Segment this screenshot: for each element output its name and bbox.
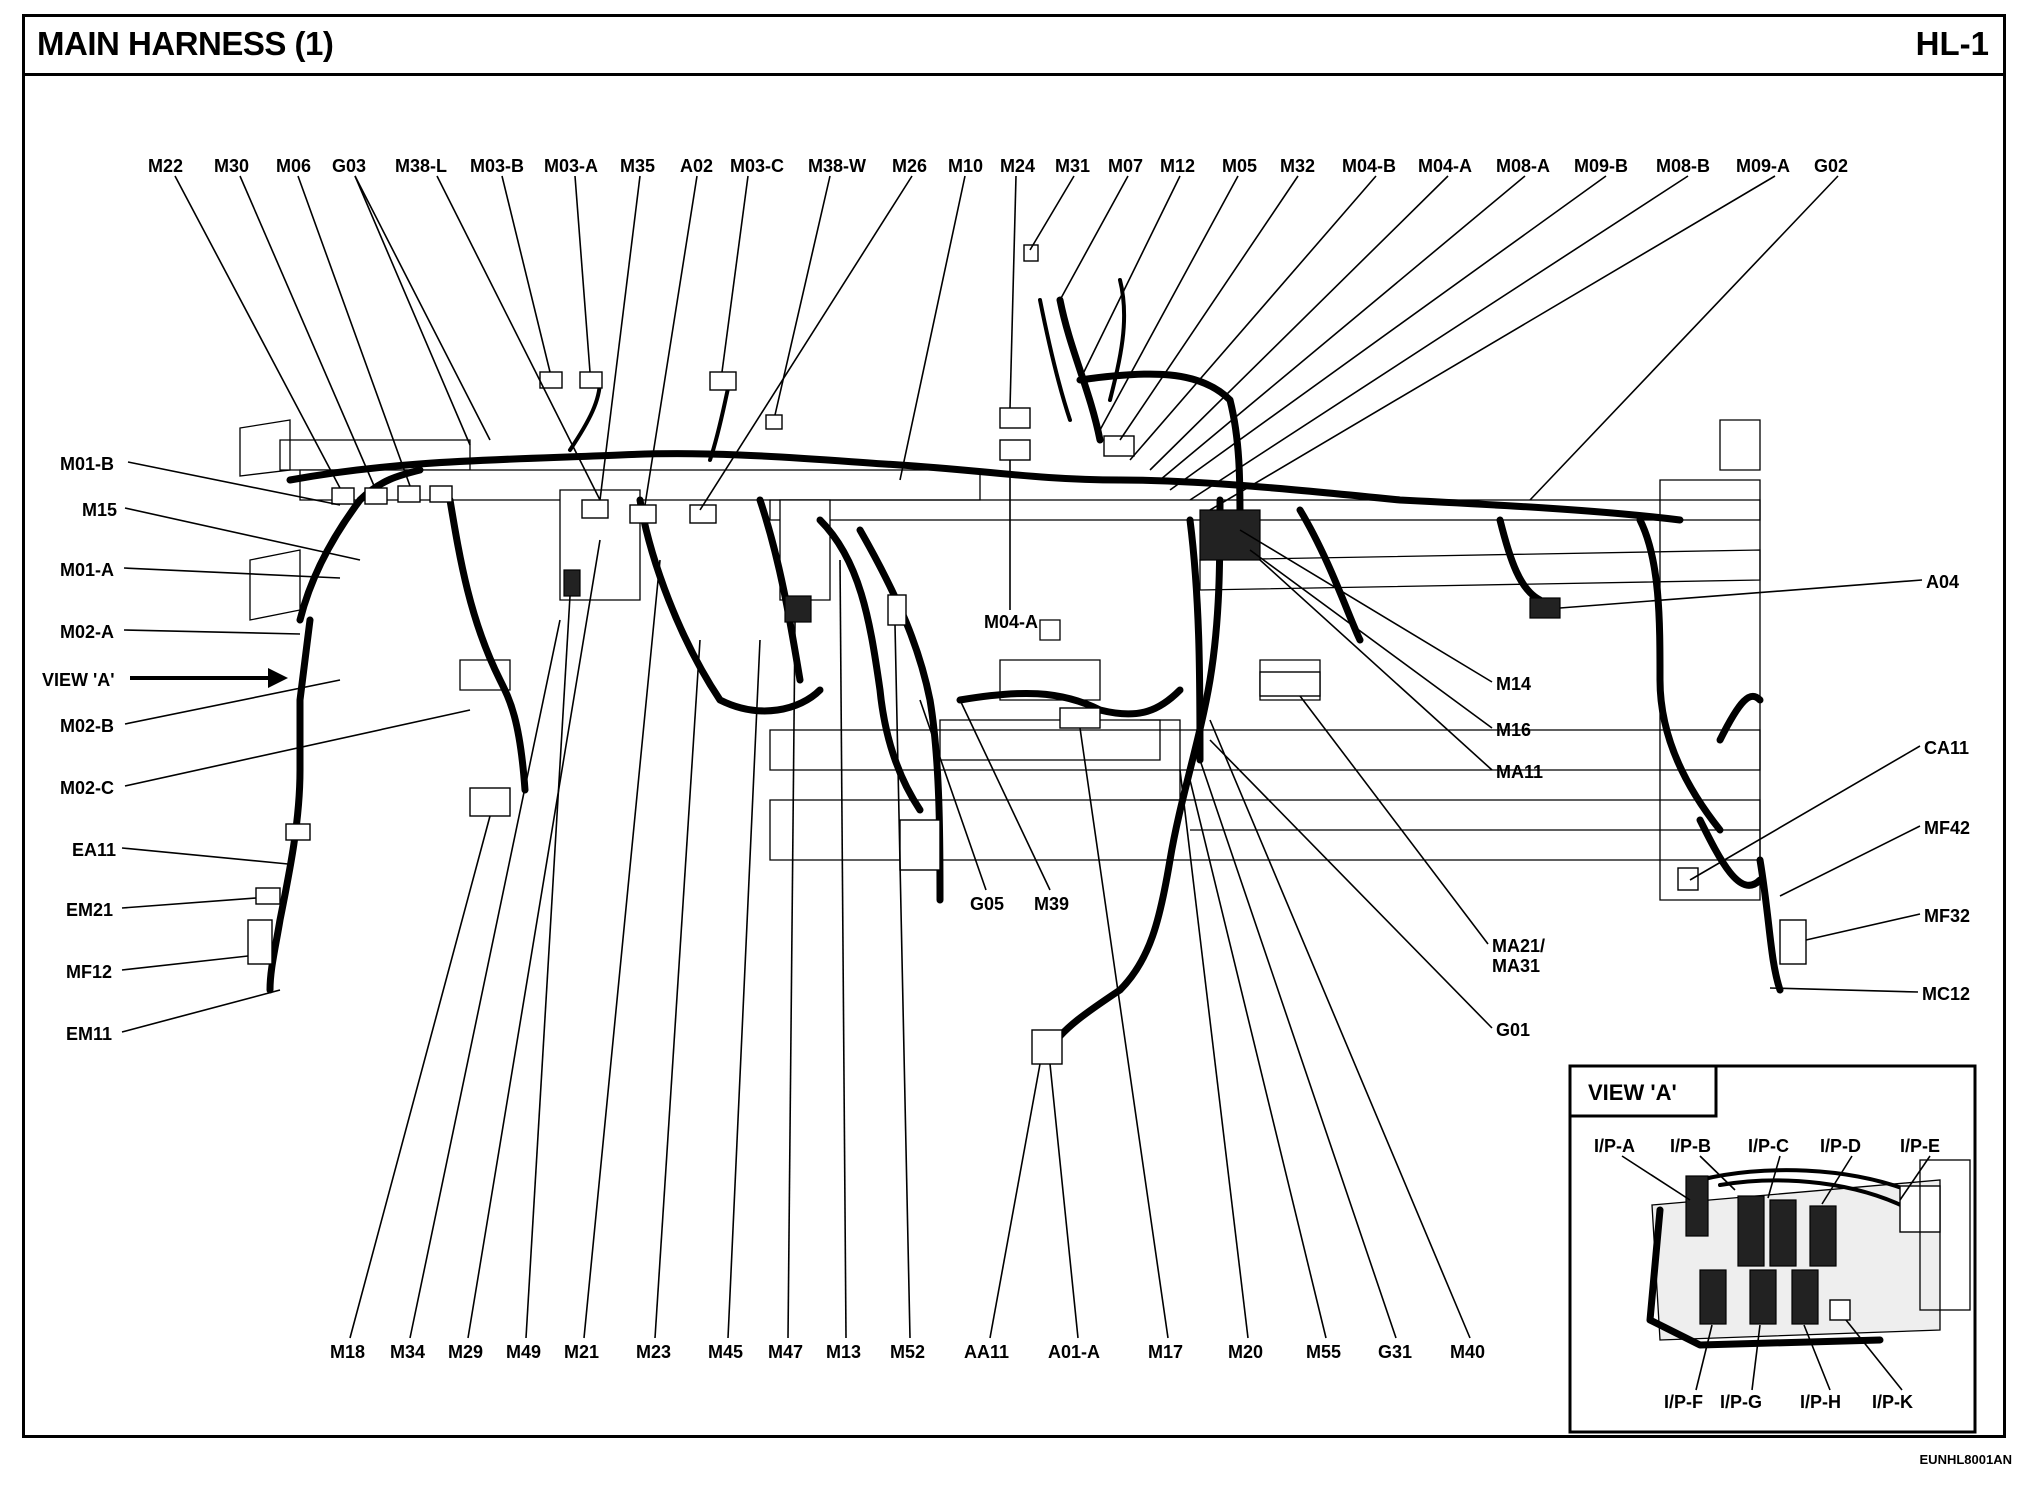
label-m03b: M03-B: [470, 156, 525, 176]
labels-right: [1492, 572, 1970, 1040]
label-g03: G03: [332, 156, 367, 176]
label-g02: G02: [1814, 156, 1849, 176]
label-g05: G05: [970, 894, 1005, 914]
connector-m22: [332, 488, 354, 504]
label-g31: G31: [1378, 1342, 1413, 1362]
connector-em21: [256, 888, 280, 904]
labels-bottom: [330, 1342, 1485, 1362]
label-ma21-line2: MA31: [1492, 956, 1541, 976]
label-g01: G01: [1496, 1020, 1531, 1040]
label-m45: M45: [708, 1342, 744, 1362]
label-m32: M32: [1280, 156, 1316, 176]
harness-wiring: [270, 280, 1780, 1050]
connector-m35: [582, 500, 608, 518]
label-m17: M17: [1148, 1342, 1184, 1362]
connector-m14: [1200, 510, 1260, 560]
label-m01a: M01-A: [60, 560, 115, 580]
label-m49: M49: [506, 1342, 542, 1362]
label-m31: M31: [1055, 156, 1091, 176]
label-m04a: M04-A: [1418, 156, 1473, 176]
label-aa11: AA11: [964, 1342, 1010, 1362]
document-id: EUNHL8001AN: [1919, 1452, 2012, 1467]
inset-label-ipd: I/P-D: [1820, 1136, 1862, 1156]
label-m24: M24: [1000, 156, 1036, 176]
connector-m06: [398, 486, 420, 502]
label-m40: M40: [1450, 1342, 1486, 1362]
label-m10: M10: [948, 156, 984, 176]
inset-label-ipc: I/P-C: [1748, 1136, 1790, 1156]
connector-a01a: [1060, 708, 1100, 728]
page-title: MAIN HARNESS (1): [37, 25, 334, 62]
label-a02: A02: [680, 156, 714, 176]
inset-label-ipe: I/P-E: [1900, 1136, 1941, 1156]
label-m35: M35: [620, 156, 656, 176]
label-m01b: M01-B: [60, 454, 115, 474]
label-m38w: M38-W: [808, 156, 866, 176]
labels-center: [970, 612, 1069, 914]
label-ma11: MA11: [1496, 762, 1544, 782]
label-ea11: EA11: [72, 840, 117, 860]
label-mf12: MF12: [66, 962, 113, 982]
label-m05: M05: [1222, 156, 1258, 176]
connectors: [248, 245, 1806, 1064]
inset-label-ipb: I/P-B: [1670, 1136, 1712, 1156]
label-m02b: M02-B: [60, 716, 115, 736]
inset-label-ipa: I/P-A: [1594, 1136, 1636, 1156]
inset-connector-ipc: [1770, 1200, 1796, 1266]
connector-m26: [690, 505, 716, 523]
inset-connector-ipg: [1750, 1270, 1776, 1324]
label-m52: M52: [890, 1342, 926, 1362]
connector-m32: [1104, 436, 1134, 456]
inset-label-ipf: I/P-F: [1664, 1392, 1703, 1412]
inset-label-ipk: I/P-K: [1872, 1392, 1914, 1412]
label-m38l: M38-L: [395, 156, 448, 176]
label-m04a-center: M04-A: [984, 612, 1039, 632]
label-mf42: MF42: [1924, 818, 1971, 838]
inset-connector-ipk: [1830, 1300, 1850, 1320]
label-m18: M18: [330, 1342, 366, 1362]
connector-m38w: [766, 415, 782, 429]
page-code: HL-1: [1915, 25, 1989, 62]
label-m13: M13: [826, 1342, 862, 1362]
label-m02a: M02-A: [60, 622, 115, 642]
label-m08b: M08-B: [1656, 156, 1711, 176]
label-m21: M21: [564, 1342, 600, 1362]
label-mf32: MF32: [1924, 906, 1971, 926]
inset-label-iph: I/P-H: [1800, 1392, 1842, 1412]
label-m15: M15: [82, 500, 118, 520]
label-m16: M16: [1496, 720, 1532, 740]
labels-left: [42, 454, 117, 1044]
connector-aa11: [1032, 1030, 1062, 1064]
label-ca11: CA11: [1924, 738, 1970, 758]
inset-connector-ipd: [1810, 1206, 1836, 1266]
label-m07: M07: [1108, 156, 1144, 176]
connector-ca11: [1678, 868, 1698, 890]
inset-connector-ipb: [1738, 1196, 1764, 1266]
inset-connector-iph: [1792, 1270, 1818, 1324]
label-m09a: M09-A: [1736, 156, 1791, 176]
inset-label-ipg: I/P-G: [1720, 1392, 1763, 1412]
label-m03a: M03-A: [544, 156, 599, 176]
label-mc12: MC12: [1922, 984, 1971, 1004]
connector-m52: [900, 820, 940, 870]
label-em11: EM11: [66, 1024, 113, 1044]
connector-a02: [630, 505, 656, 523]
label-m09b: M09-B: [1574, 156, 1629, 176]
connector-a04: [1530, 598, 1560, 618]
label-m29: M29: [448, 1342, 484, 1362]
crossbar-structure: [240, 420, 1760, 900]
inset-connector-ipf: [1700, 1270, 1726, 1324]
label-m23: M23: [636, 1342, 672, 1362]
connector-m49: [564, 570, 580, 596]
label-m30: M30: [214, 156, 250, 176]
connector-mf32: [1780, 920, 1806, 964]
inset-title: VIEW 'A': [1588, 1080, 1677, 1105]
label-ma21-ma31: [1492, 936, 1550, 976]
connector-mf12: [248, 920, 272, 964]
label-m14: M14: [1496, 674, 1532, 694]
label-a01a: A01-A: [1048, 1342, 1101, 1362]
label-m39: M39: [1034, 894, 1070, 914]
connector-m18: [470, 788, 510, 816]
labels-top: [148, 156, 1848, 176]
label-m47: M47: [768, 1342, 804, 1362]
label-m20: M20: [1228, 1342, 1264, 1362]
label-m55: M55: [1306, 1342, 1342, 1362]
connector-m47: [785, 596, 811, 622]
label-m03c: M03-C: [730, 156, 785, 176]
label-m34: M34: [390, 1342, 426, 1362]
label-ma21-line1: MA21/: [1492, 936, 1546, 956]
connector-ea11: [286, 824, 310, 840]
connector-m24: [1000, 408, 1030, 428]
inset-connector-ipa: [1686, 1176, 1708, 1236]
label-m12: M12: [1160, 156, 1196, 176]
label-m02c: M02-C: [60, 778, 115, 798]
connector-m03a: [580, 372, 602, 388]
connector-m13: [888, 595, 906, 625]
connector-m38l: [430, 486, 452, 502]
connector-m03c: [710, 372, 736, 390]
label-m22: M22: [148, 156, 184, 176]
label-view-a: VIEW 'A': [42, 670, 115, 690]
connector-m30: [365, 488, 387, 504]
label-m04b: M04-B: [1342, 156, 1397, 176]
label-em21: EM21: [66, 900, 114, 920]
view-a-inset: [1570, 1066, 1975, 1432]
connector-ma21: [1260, 672, 1320, 696]
label-m26: M26: [892, 156, 928, 176]
connector-m04a: [1000, 440, 1030, 460]
label-a04: A04: [1926, 572, 1960, 592]
label-m06: M06: [276, 156, 312, 176]
label-m08a: M08-A: [1496, 156, 1551, 176]
